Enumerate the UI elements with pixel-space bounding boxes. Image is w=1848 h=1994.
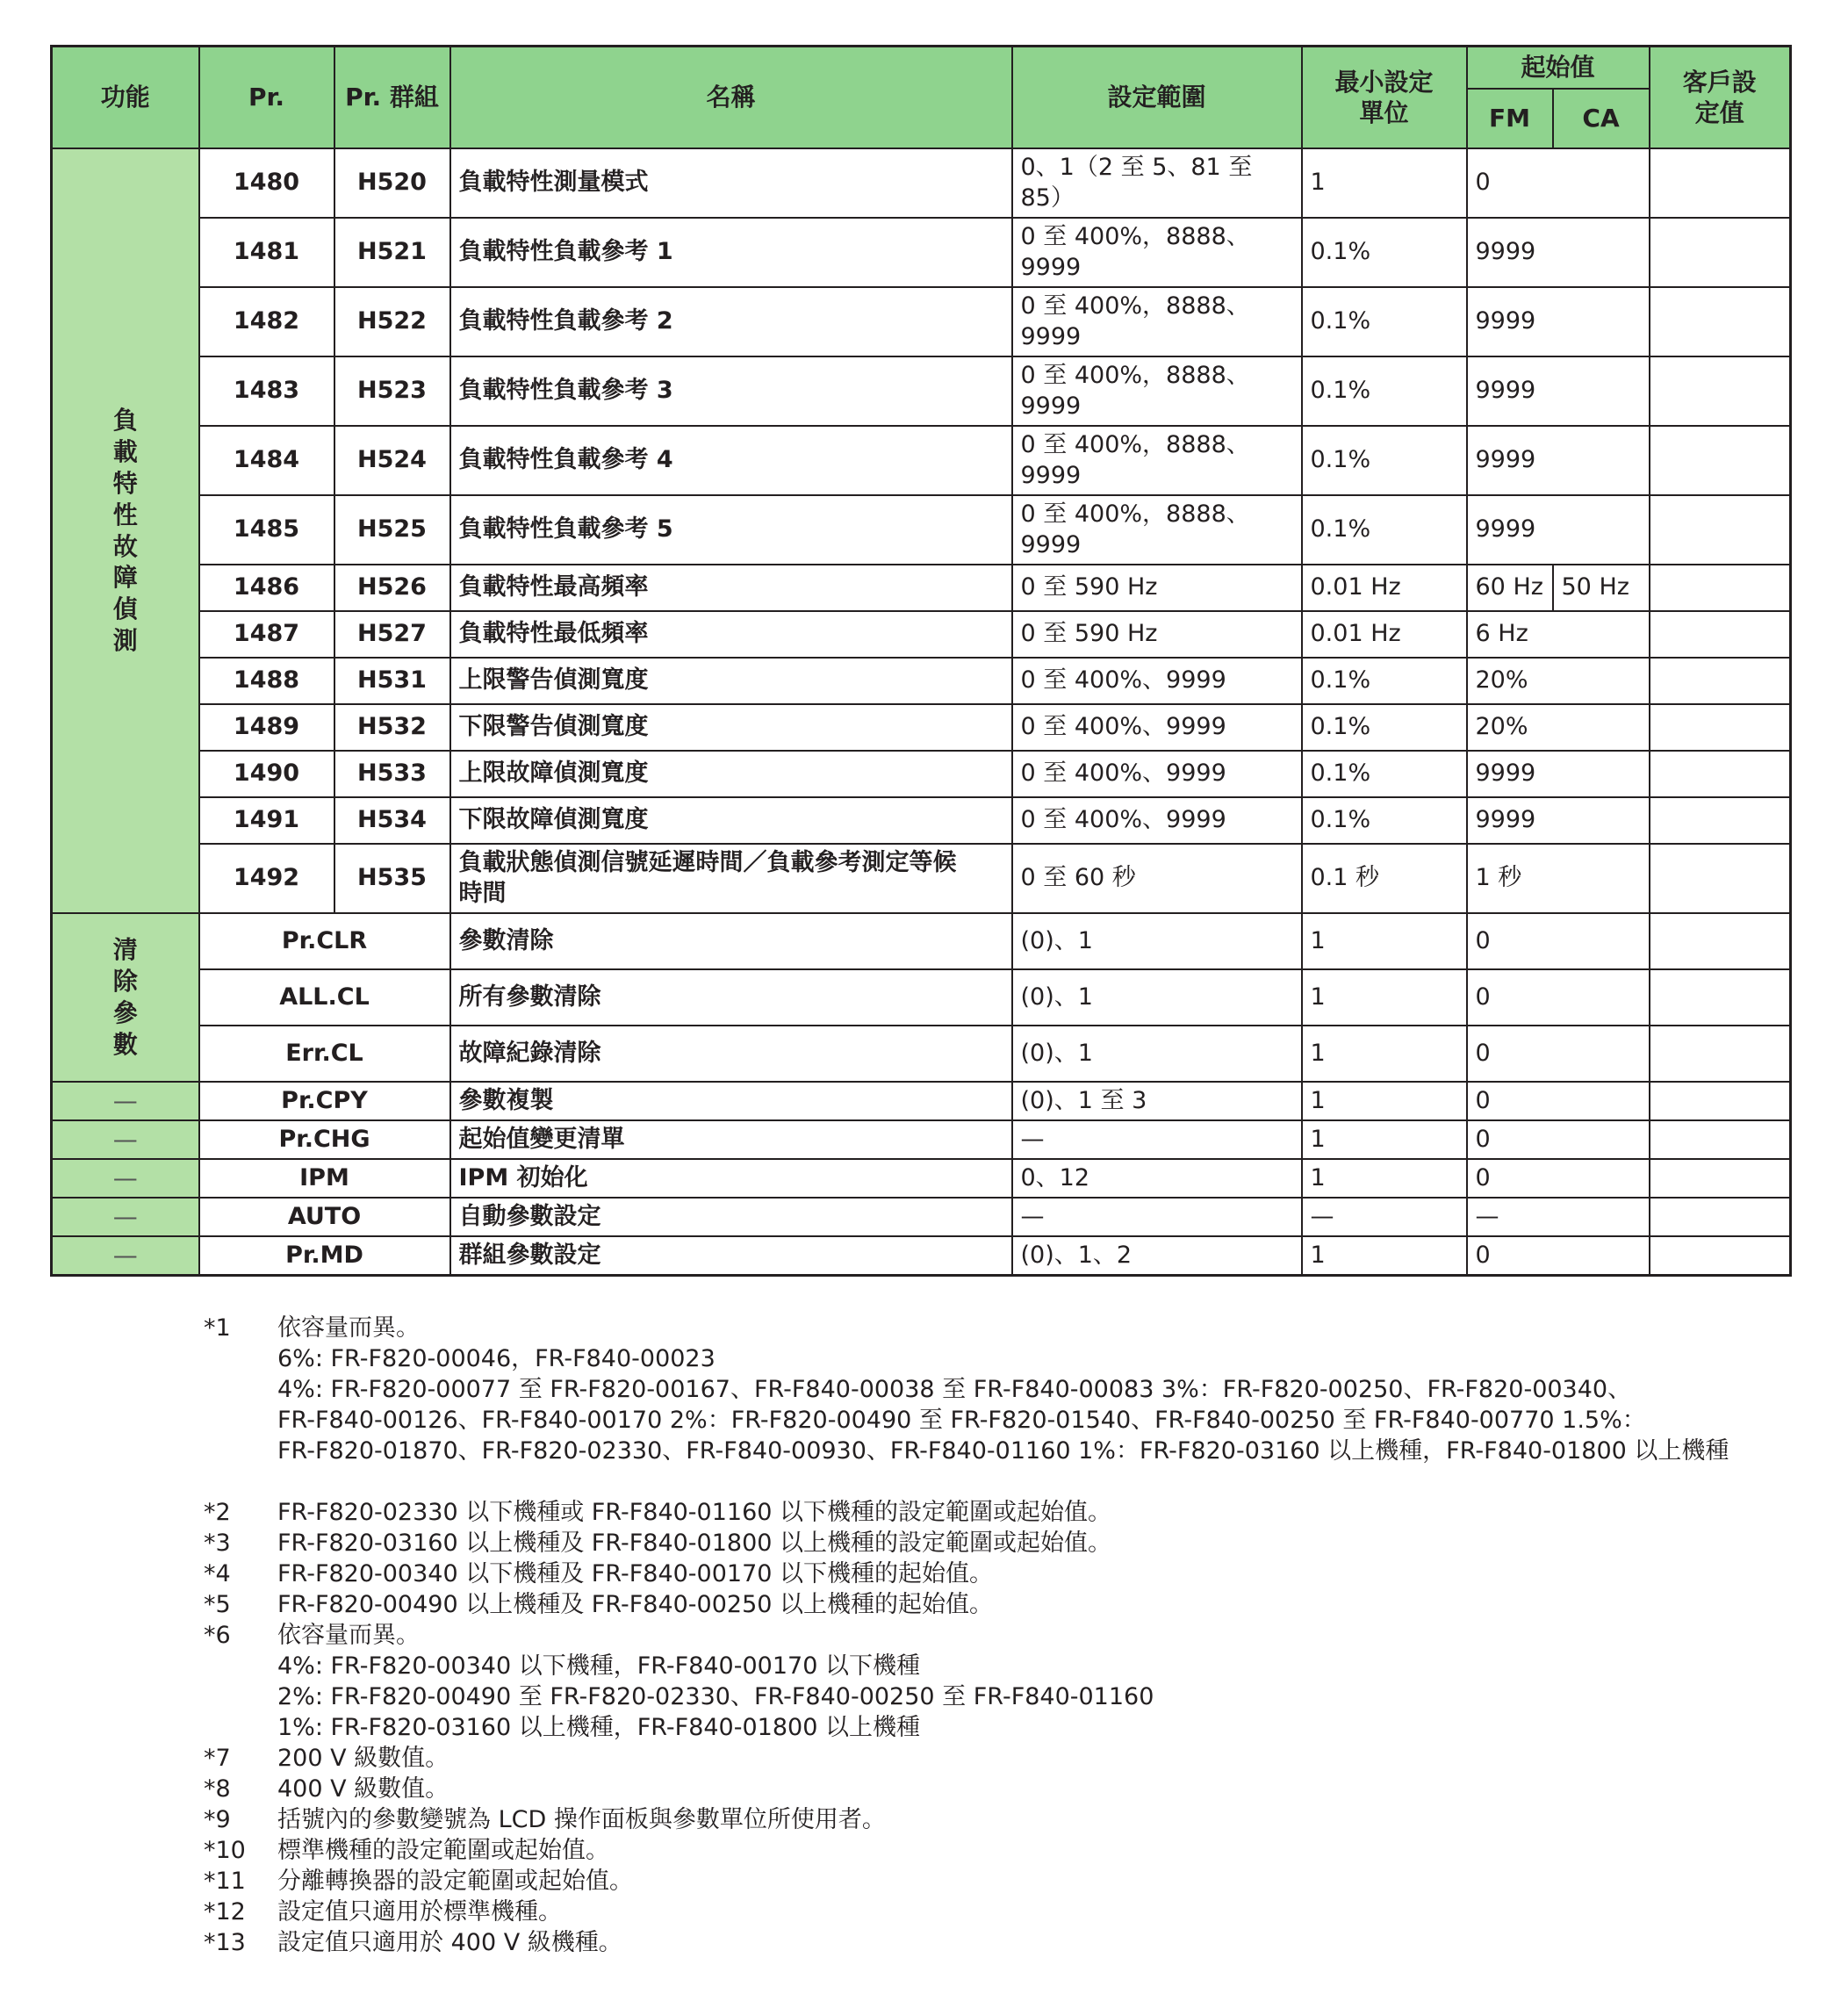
table-row	[52, 658, 1791, 704]
footnote-mark: *3	[204, 1530, 231, 1557]
group-cell: H524	[334, 426, 450, 495]
range-cell: —	[1012, 1198, 1302, 1236]
footnote-mark: *8	[204, 1775, 231, 1803]
customer-cell	[1650, 565, 1791, 611]
customer-cell	[1650, 704, 1791, 751]
initial-cell: —	[1467, 1198, 1650, 1236]
footnote-mark: *9	[204, 1806, 231, 1833]
footnote-text	[277, 1589, 1819, 1620]
group-cell: H526	[334, 565, 450, 611]
footnote-mark: *10	[204, 1837, 246, 1864]
initial-cell: 9999	[1467, 287, 1650, 356]
customer-cell	[1650, 797, 1791, 844]
footnote-line: FR-F820-01870、FR-F820-02330、FR-F840-00930、FR-F840-01160 1%：FR-F820-03160 以上機種，FR-F840-01800 以上機種	[277, 1437, 1729, 1465]
footnote-text	[277, 1774, 1819, 1804]
initial-cell: 9999	[1467, 426, 1650, 495]
unit-cell: 1	[1302, 1159, 1467, 1198]
footnote-spacer	[204, 1466, 1819, 1497]
customer-cell	[1650, 969, 1791, 1026]
pr-cell: Pr.CHG	[199, 1120, 450, 1159]
footnote-text	[277, 1313, 1819, 1466]
range-cell: 0 至 590 Hz	[1012, 565, 1302, 611]
table-row	[52, 148, 1791, 218]
pr-cell: Pr.MD	[199, 1236, 450, 1276]
function-cell-dash: —	[52, 1082, 199, 1120]
customer-cell	[1650, 356, 1791, 426]
group-cell: H532	[334, 704, 450, 751]
range-cell: 0 至 400%，8888、9999	[1012, 426, 1302, 495]
table-row	[52, 1198, 1791, 1236]
header-group: Pr. 群組	[334, 47, 450, 149]
customer-cell	[1650, 913, 1791, 969]
name-cell: 負載狀態偵測信號延遲時間／負載參考測定等候時間	[450, 844, 1012, 913]
footnote-line: 200 V 級數值。	[277, 1745, 449, 1772]
pr-cell: Pr.CPY	[199, 1082, 450, 1120]
function-cell-dash: —	[52, 1159, 199, 1198]
footnote	[204, 1313, 1819, 1466]
initial-cell: 0	[1467, 913, 1650, 969]
table-row	[52, 704, 1791, 751]
footnote-text	[277, 1743, 1819, 1774]
footnote-mark: *6	[204, 1622, 231, 1649]
footnote-text	[277, 1835, 1819, 1866]
footnote-line: 標準機種的設定範圍或起始值。	[277, 1837, 609, 1864]
name-cell: 下限故障偵測寬度	[450, 797, 1012, 844]
initial-cell: 9999	[1467, 751, 1650, 797]
footnote-text	[277, 1558, 1819, 1589]
table-row	[52, 1120, 1791, 1159]
group-cell: H527	[334, 611, 450, 658]
footnote-text	[277, 1866, 1819, 1897]
unit-cell: 0.1%	[1302, 287, 1467, 356]
group-cell: H533	[334, 751, 450, 797]
footnote-line: 設定值只適用於標準機種。	[277, 1898, 562, 1926]
table-row	[52, 565, 1791, 611]
parameter-table	[50, 45, 1792, 1277]
function-cell-load	[52, 148, 199, 913]
pr-cell: 1480	[199, 148, 334, 218]
footnote-line: 400 V 級數值。	[277, 1775, 449, 1803]
name-cell: 上限故障偵測寬度	[450, 751, 1012, 797]
header-customer	[1650, 47, 1791, 149]
initial-cell: 0	[1467, 1159, 1650, 1198]
customer-cell	[1650, 426, 1791, 495]
table-row	[52, 1082, 1791, 1120]
table-row	[52, 1236, 1791, 1276]
table-row	[52, 1026, 1791, 1082]
footnote-text	[277, 1804, 1819, 1835]
initial-ca-cell: 50 Hz	[1553, 565, 1650, 611]
range-cell: 0 至 400%、9999	[1012, 797, 1302, 844]
footnote-mark: *5	[204, 1591, 231, 1618]
function-label-load: 負載特性故障偵測	[112, 406, 138, 655]
customer-cell	[1650, 495, 1791, 565]
footnote-line: FR-F820-02330 以下機種或 FR-F840-01160 以下機種的設定範圍或起始值。	[277, 1499, 1112, 1526]
initial-cell: 0	[1467, 1026, 1650, 1082]
pr-cell: 1484	[199, 426, 334, 495]
pr-cell: 1485	[199, 495, 334, 565]
name-cell: IPM 初始化	[450, 1159, 1012, 1198]
initial-cell: 0	[1467, 969, 1650, 1026]
function-cell-dash: —	[52, 1198, 199, 1236]
header-range: 設定範圍	[1012, 47, 1302, 149]
initial-cell: 9999	[1467, 356, 1650, 426]
table-row	[52, 426, 1791, 495]
footnote-mark: *2	[204, 1499, 231, 1526]
group-cell: H523	[334, 356, 450, 426]
initial-cell: 6 Hz	[1467, 611, 1650, 658]
name-cell: 負載特性測量模式	[450, 148, 1012, 218]
range-cell: 0 至 400%、9999	[1012, 751, 1302, 797]
table-row	[52, 797, 1791, 844]
header-initial: 起始值	[1467, 47, 1650, 90]
pr-cell: Pr.CLR	[199, 913, 450, 969]
unit-cell: 0.1%	[1302, 218, 1467, 287]
pr-cell: 1491	[199, 797, 334, 844]
name-cell: 上限警告偵測寬度	[450, 658, 1012, 704]
customer-cell	[1650, 658, 1791, 704]
unit-cell: 0.1%	[1302, 426, 1467, 495]
pr-cell: 1492	[199, 844, 334, 913]
group-cell: H531	[334, 658, 450, 704]
footnote-line: 2%: FR-F820-00490 至 FR-F820-02330、FR-F840-00250 至 FR-F840-01160	[277, 1683, 1154, 1710]
table-row	[52, 844, 1791, 913]
table-row	[52, 218, 1791, 287]
range-cell: 0 至 590 Hz	[1012, 611, 1302, 658]
customer-cell	[1650, 287, 1791, 356]
unit-cell: —	[1302, 1198, 1467, 1236]
unit-cell: 0.1%	[1302, 704, 1467, 751]
range-cell: 0 至 400%、9999	[1012, 704, 1302, 751]
table-row	[52, 751, 1791, 797]
table-row	[52, 287, 1791, 356]
group-cell: H534	[334, 797, 450, 844]
initial-cell: 20%	[1467, 658, 1650, 704]
table-header	[52, 47, 1791, 149]
footnote-line: 6%: FR-F820-00046，FR-F840-00023	[277, 1345, 715, 1372]
footnote-mark: *7	[204, 1745, 231, 1772]
footnote-mark: *12	[204, 1898, 246, 1926]
footnote	[204, 1743, 1819, 1774]
table-row	[52, 495, 1791, 565]
pr-cell: 1487	[199, 611, 334, 658]
unit-cell: 1	[1302, 1082, 1467, 1120]
group-cell: H520	[334, 148, 450, 218]
initial-cell: 9999	[1467, 797, 1650, 844]
range-cell: —	[1012, 1120, 1302, 1159]
footnote-line: 4%: FR-F820-00077 至 FR-F820-00167、FR-F840-00038 至 FR-F840-00083 3%：FR-F820-00250、FR-F820-00340、	[277, 1376, 1632, 1403]
footnote	[204, 1497, 1819, 1528]
footnote	[204, 1558, 1819, 1589]
header-min-unit	[1302, 47, 1467, 149]
pr-cell: 1481	[199, 218, 334, 287]
footnote-text	[277, 1897, 1819, 1927]
header-customer-text: 客戶設定值	[1682, 68, 1757, 127]
name-cell: 負載特性負載參考 2	[450, 287, 1012, 356]
unit-cell: 1	[1302, 1120, 1467, 1159]
footnote-line: FR-F820-00490 以上機種及 FR-F840-00250 以上機種的起始值。	[277, 1591, 994, 1618]
footnote	[204, 1620, 1819, 1743]
table-body	[52, 148, 1791, 1276]
pr-cell: 1490	[199, 751, 334, 797]
function-cell-dash: —	[52, 1236, 199, 1276]
initial-cell: 1 秒	[1467, 844, 1650, 913]
function-label-clear: 清除參數	[112, 935, 138, 1059]
name-cell: 參數複製	[450, 1082, 1012, 1120]
name-cell: 負載特性負載參考 1	[450, 218, 1012, 287]
initial-cell: 20%	[1467, 704, 1650, 751]
footnote-line: 4%: FR-F820-00340 以下機種，FR-F840-00170 以下機種	[277, 1652, 920, 1680]
customer-cell	[1650, 611, 1791, 658]
footnote	[204, 1866, 1819, 1897]
name-cell: 負載特性最低頻率	[450, 611, 1012, 658]
name-cell: 參數清除	[450, 913, 1012, 969]
footnote	[204, 1774, 1819, 1804]
customer-cell	[1650, 1236, 1791, 1276]
table-row	[52, 356, 1791, 426]
initial-cell: 0	[1467, 148, 1650, 218]
customer-cell	[1650, 844, 1791, 913]
name-cell: 下限警告偵測寬度	[450, 704, 1012, 751]
pr-cell: Err.CL	[199, 1026, 450, 1082]
range-cell: 0 至 400%，8888、9999	[1012, 218, 1302, 287]
name-cell: 群組參數設定	[450, 1236, 1012, 1276]
footnote-text	[277, 1528, 1819, 1558]
range-cell: 0 至 400%、9999	[1012, 658, 1302, 704]
unit-cell: 0.1%	[1302, 751, 1467, 797]
name-cell: 起始值變更清單	[450, 1120, 1012, 1159]
name-cell: 負載特性負載參考 5	[450, 495, 1012, 565]
range-cell: 0 至 400%，8888、9999	[1012, 495, 1302, 565]
range-cell: 0、12	[1012, 1159, 1302, 1198]
range-cell: 0 至 400%，8888、9999	[1012, 287, 1302, 356]
footnote-line: FR-F840-00126、FR-F840-00170 2%：FR-F820-00490 至 FR-F820-01540、FR-F840-00250 至 FR-F840-00770 1.5%：	[277, 1407, 1646, 1434]
group-cell: H535	[334, 844, 450, 913]
name-cell: 故障紀錄清除	[450, 1026, 1012, 1082]
unit-cell: 0.1%	[1302, 658, 1467, 704]
pr-cell: IPM	[199, 1159, 450, 1198]
footnote-line: 分離轉換器的設定範圍或起始值。	[277, 1868, 633, 1895]
footnote	[204, 1897, 1819, 1927]
footnote	[204, 1528, 1819, 1558]
header-name: 名稱	[450, 47, 1012, 149]
unit-cell: 0.1 秒	[1302, 844, 1467, 913]
customer-cell	[1650, 1120, 1791, 1159]
customer-cell	[1650, 751, 1791, 797]
header-pr: Pr.	[199, 47, 334, 149]
pr-cell: 1482	[199, 287, 334, 356]
initial-cell: 9999	[1467, 495, 1650, 565]
customer-cell	[1650, 1159, 1791, 1198]
header-min-unit-text: 最小設定單位	[1334, 68, 1434, 127]
customer-cell	[1650, 148, 1791, 218]
pr-cell: 1483	[199, 356, 334, 426]
initial-cell: 0	[1467, 1236, 1650, 1276]
name-cell: 自動參數設定	[450, 1198, 1012, 1236]
unit-cell: 0.01 Hz	[1302, 565, 1467, 611]
footnote-line: 括號內的參數變號為 LCD 操作面板與參數單位所使用者。	[277, 1806, 886, 1833]
customer-cell	[1650, 1198, 1791, 1236]
range-cell: 0 至 400%，8888、9999	[1012, 356, 1302, 426]
footnote-line: 依容量而異。	[277, 1622, 420, 1649]
footnote-mark: *13	[204, 1929, 246, 1956]
name-cell: 負載特性負載參考 3	[450, 356, 1012, 426]
footnote	[204, 1927, 1819, 1958]
group-cell: H521	[334, 218, 450, 287]
range-cell: (0)、1	[1012, 1026, 1302, 1082]
footnote-mark: *11	[204, 1868, 246, 1895]
group-cell: H525	[334, 495, 450, 565]
range-cell: (0)、1	[1012, 969, 1302, 1026]
footnote-line: FR-F820-00340 以下機種及 FR-F840-00170 以下機種的起始值。	[277, 1560, 994, 1587]
range-cell: (0)、1 至 3	[1012, 1082, 1302, 1120]
header-fm: FM	[1467, 89, 1553, 148]
initial-cell: 0	[1467, 1082, 1650, 1120]
initial-cell: 9999	[1467, 218, 1650, 287]
table-row	[52, 611, 1791, 658]
header-ca: CA	[1553, 89, 1650, 148]
name-cell: 所有參數清除	[450, 969, 1012, 1026]
pr-cell: 1486	[199, 565, 334, 611]
unit-cell: 1	[1302, 969, 1467, 1026]
customer-cell	[1650, 1082, 1791, 1120]
customer-cell	[1650, 1026, 1791, 1082]
unit-cell: 0.1%	[1302, 797, 1467, 844]
table-row	[52, 969, 1791, 1026]
function-cell-dash: —	[52, 1120, 199, 1159]
pr-cell: 1488	[199, 658, 334, 704]
footnote-line: FR-F820-03160 以上機種及 FR-F840-01800 以上機種的設定範圍或起始值。	[277, 1530, 1112, 1557]
footnote-line: 1%: FR-F820-03160 以上機種，FR-F840-01800 以上機種	[277, 1714, 920, 1741]
pr-cell: 1489	[199, 704, 334, 751]
range-cell: 0 至 60 秒	[1012, 844, 1302, 913]
function-cell-clear	[52, 913, 199, 1082]
footnote-text	[277, 1497, 1819, 1528]
range-cell: (0)、1、2	[1012, 1236, 1302, 1276]
footnote-line: 設定值只適用於 400 V 級機種。	[277, 1929, 622, 1956]
pr-cell: ALL.CL	[199, 969, 450, 1026]
customer-cell	[1650, 218, 1791, 287]
table-row	[52, 1159, 1791, 1198]
unit-cell: 1	[1302, 1236, 1467, 1276]
footnote-mark: *1	[204, 1314, 231, 1342]
unit-cell: 0.1%	[1302, 495, 1467, 565]
unit-cell: 0.01 Hz	[1302, 611, 1467, 658]
unit-cell: 1	[1302, 913, 1467, 969]
footnotes	[204, 1313, 1819, 1958]
initial-cell: 0	[1467, 1120, 1650, 1159]
footnote-text	[277, 1620, 1819, 1743]
initial-fm-cell: 60 Hz	[1467, 565, 1553, 611]
footnote-mark: *4	[204, 1560, 231, 1587]
name-cell: 負載特性負載參考 4	[450, 426, 1012, 495]
footnote	[204, 1835, 1819, 1866]
table-row	[52, 913, 1791, 969]
name-cell: 負載特性最高頻率	[450, 565, 1012, 611]
unit-cell: 0.1%	[1302, 356, 1467, 426]
footnote-line: 依容量而異。	[277, 1314, 420, 1342]
header-function: 功能	[52, 47, 199, 149]
group-cell: H522	[334, 287, 450, 356]
footnote-text	[277, 1927, 1819, 1958]
range-cell: 0、1（2 至 5、81 至 85）	[1012, 148, 1302, 218]
range-cell: (0)、1	[1012, 913, 1302, 969]
footnote	[204, 1589, 1819, 1620]
unit-cell: 1	[1302, 148, 1467, 218]
footnote	[204, 1804, 1819, 1835]
unit-cell: 1	[1302, 1026, 1467, 1082]
pr-cell: AUTO	[199, 1198, 450, 1236]
